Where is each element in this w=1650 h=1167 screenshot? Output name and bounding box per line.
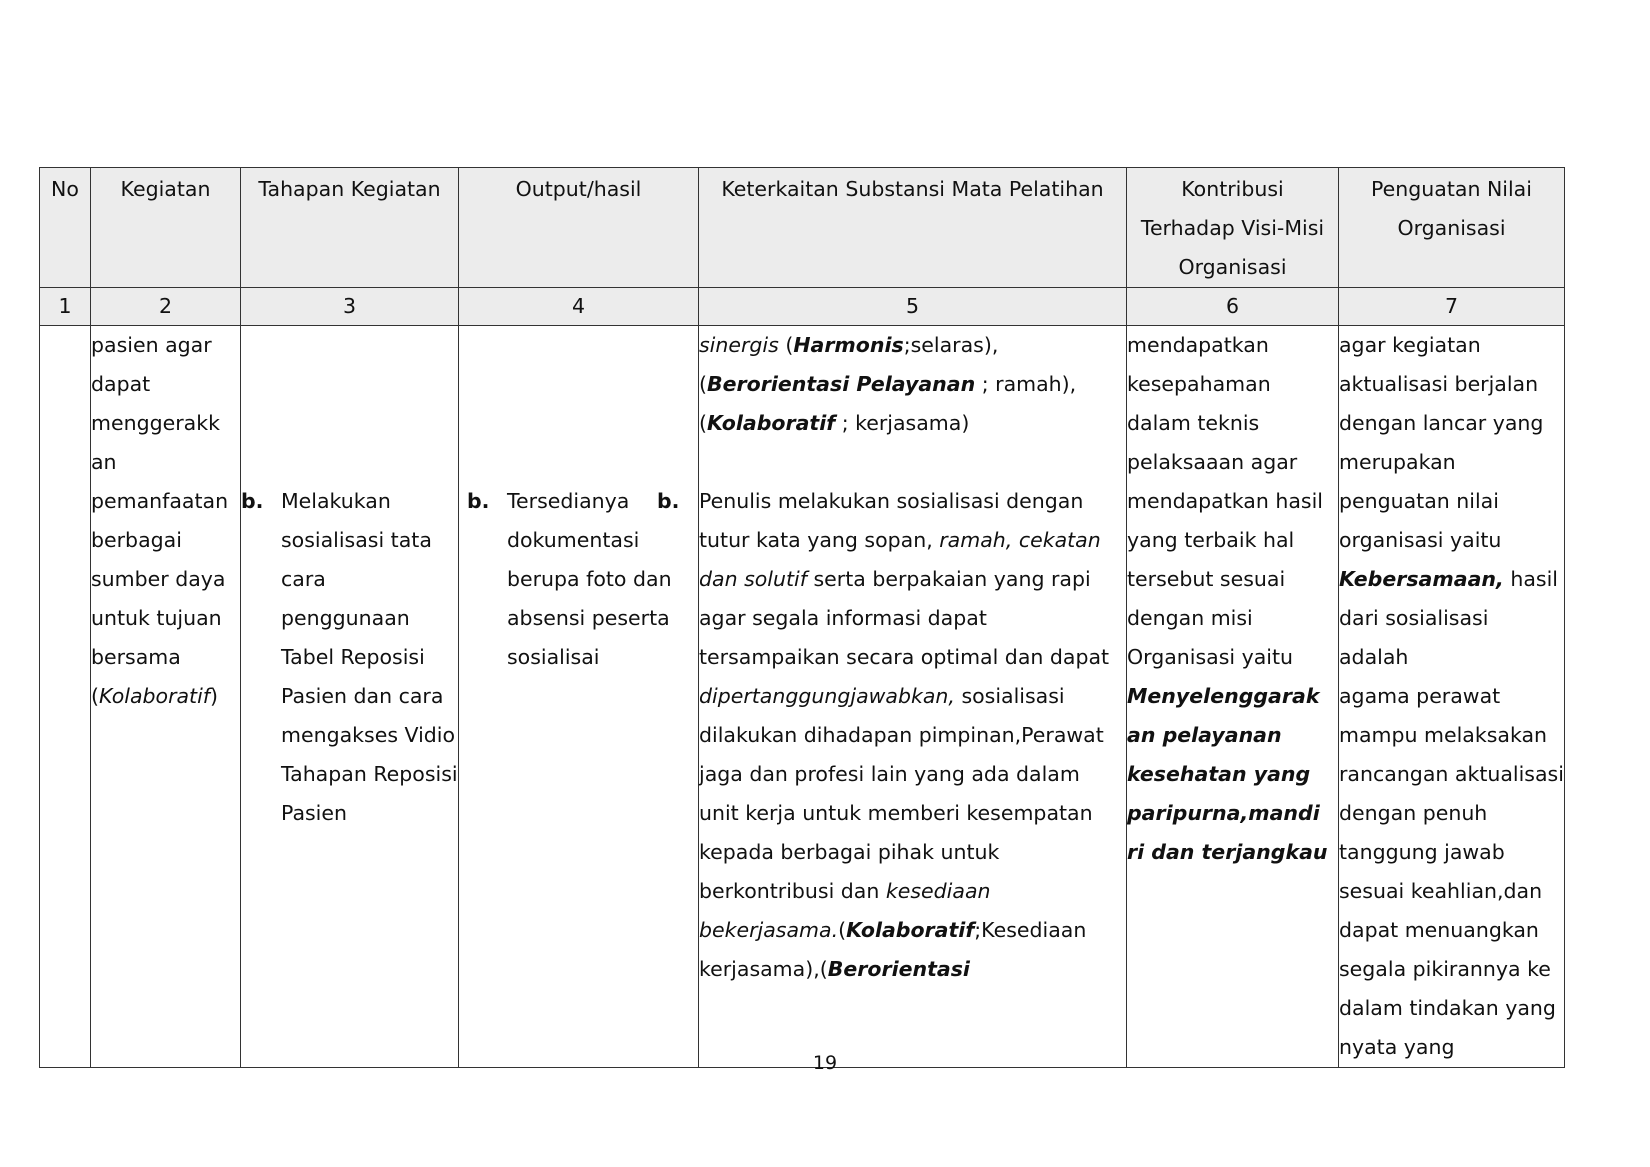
- kegiatan-tag: Kolaboratif: [99, 684, 211, 708]
- header-tahapan: Tahapan Kegiatan: [241, 168, 459, 288]
- header-keterkaitan: Keterkaitan Substansi Mata Pelatihan: [699, 168, 1127, 288]
- kb-kesediaan-kerjasama: ;Kesediaan kerjasama),(: [699, 918, 1087, 981]
- page-number: 19: [812, 1052, 838, 1074]
- tahapan-text: Melakukan sosialisasi tata cara penggunaan Tabel Reposisi Pasien dan cara mengakses Vidio Tahapan Reposisi Pasien: [281, 489, 458, 825]
- keterkaitan-top: sinergis (Harmonis;selaras), (Berorientasi Pelayanan ; ramah), (Kolaboratif ; kerjasama): [699, 333, 1077, 435]
- header-output: Output/hasil: [459, 168, 699, 288]
- column-number: 7: [1339, 288, 1565, 326]
- output-label: b.: [467, 489, 490, 513]
- kb-p3: sosialisasi dilakukan dihadapan pimpinan,Perawat jaga dan profesi lain yang ada dalam unit kerja untuk memberi kesempatan kepada berbagai pihak untuk berkontribusi dan: [699, 684, 1104, 903]
- header-kontribusi: Kontribusi Terhadap Visi-Misi Organisasi: [1127, 168, 1339, 288]
- column-number: 6: [1127, 288, 1339, 326]
- penguatan-text-1: agar kegiatan aktualisasi berjalan dengan lancar yang merupakan penguatan nilai organisasi yaitu: [1339, 333, 1544, 552]
- keterkaitan-b-text: Penulis melakukan sosialisasi dengan tutur kata yang sopan, ramah, cekatan dan solutif serta berpakaian yang rapi agar segala informasi dapat tersampaikan secara optimal dan dapat dipertanggungjawabkan, sosialisasi dilakukan dihadapan pimpinan,Perawat jaga dan profesi lain yang ada dalam unit kerja untuk memberi kesempatan kepada berbagai pihak untuk berkontribusi dan kesediaan bekerjasama.(Kolaboratif;Kesediaan kerjasama),(Berorientasi: [699, 489, 1110, 981]
- activity-table: [39, 167, 1565, 1068]
- kb-berorientasi: Berorientasi: [827, 957, 970, 981]
- column-number: 4: [459, 288, 699, 326]
- kegiatan-paren-open: (: [91, 684, 99, 708]
- kegiatan-text: pasien agar dapat menggerakk an pemanfaatan berbagai sumber daya untuk tujuan bersama: [91, 333, 229, 669]
- column-number: 1: [40, 288, 91, 326]
- keterkaitan-label: b.: [657, 489, 680, 513]
- kb-kolaboratif: Kolaboratif: [846, 918, 975, 942]
- cell-tahapan: [241, 326, 459, 1068]
- kb-p1: Penulis melakukan sosialisasi dengan tutur kata yang sopan,: [699, 489, 1084, 552]
- header-penguatan: Penguatan Nilai Organisasi: [1339, 168, 1565, 288]
- header-no: No: [40, 168, 91, 288]
- column-number: 2: [91, 288, 241, 326]
- kb-ramah: ramah,: [939, 528, 1013, 552]
- kb-dipertanggungjawabkan: dipertanggungjawabkan,: [699, 684, 955, 708]
- kt-harmonis: Harmonis: [793, 333, 904, 357]
- tahapan-label: b.: [241, 489, 264, 513]
- kontribusi-text: mendapatkan kesepahaman dalam teknis pelaksaaan agar mendapatkan hasil yang terbaik hal tersebut sesuai dengan misi Organisasi yaitu: [1127, 333, 1323, 669]
- kb-p2: serta berpakaian yang rapi agar segala informasi dapat tersampaikan secara optimal dan dapat: [699, 567, 1110, 669]
- kb-cekatan: cekatan dan solutif: [699, 528, 1101, 591]
- header-row: [40, 168, 1565, 288]
- kb-kesediaan: kesediaan bekerjasama.: [699, 879, 991, 942]
- cell-kontribusi: [1127, 326, 1339, 1068]
- output-text: Tersedianya dokumentasi berupa foto dan absensi peserta sosialisai: [507, 489, 672, 669]
- penguatan-bold: Kebersamaan,: [1339, 567, 1504, 591]
- penguatan-text-2: hasil dari sosialisasi adalah agama perawat mampu melaksakan rancangan aktualisasi dengan penuh tanggung jawab sesuai keahlian,dan dapat menuangkan segala pikirannya ke dalam tindakan yang nyata yang: [1339, 567, 1564, 1059]
- kontribusi-misi: Menyelenggarak an pelayanan kesehatan yang paripurna,mandi ri dan terjangkau: [1127, 684, 1328, 864]
- header-kegiatan: Kegiatan: [91, 168, 241, 288]
- kt-ramah: ; ramah),: [981, 372, 1077, 396]
- table-row: [40, 326, 1565, 1068]
- cell-keterkaitan: [657, 326, 1127, 1068]
- kt-berorientasi-pelayanan: Berorientasi Pelayanan: [707, 372, 976, 396]
- kt-selaras: ;selaras),: [903, 333, 999, 357]
- kt-sinergis: sinergis: [699, 333, 779, 357]
- column-number-row: [40, 288, 1565, 326]
- kegiatan-paren-close: ): [210, 684, 219, 708]
- column-number: 3: [241, 288, 459, 326]
- kt-kolaboratif: Kolaboratif: [707, 411, 836, 435]
- cell-penguatan: [1339, 326, 1565, 1068]
- cell-no: [40, 326, 91, 1068]
- column-number: 5: [699, 288, 1127, 326]
- cell-kegiatan: [91, 326, 241, 1068]
- kt-kerjasama: ; kerjasama): [841, 411, 970, 435]
